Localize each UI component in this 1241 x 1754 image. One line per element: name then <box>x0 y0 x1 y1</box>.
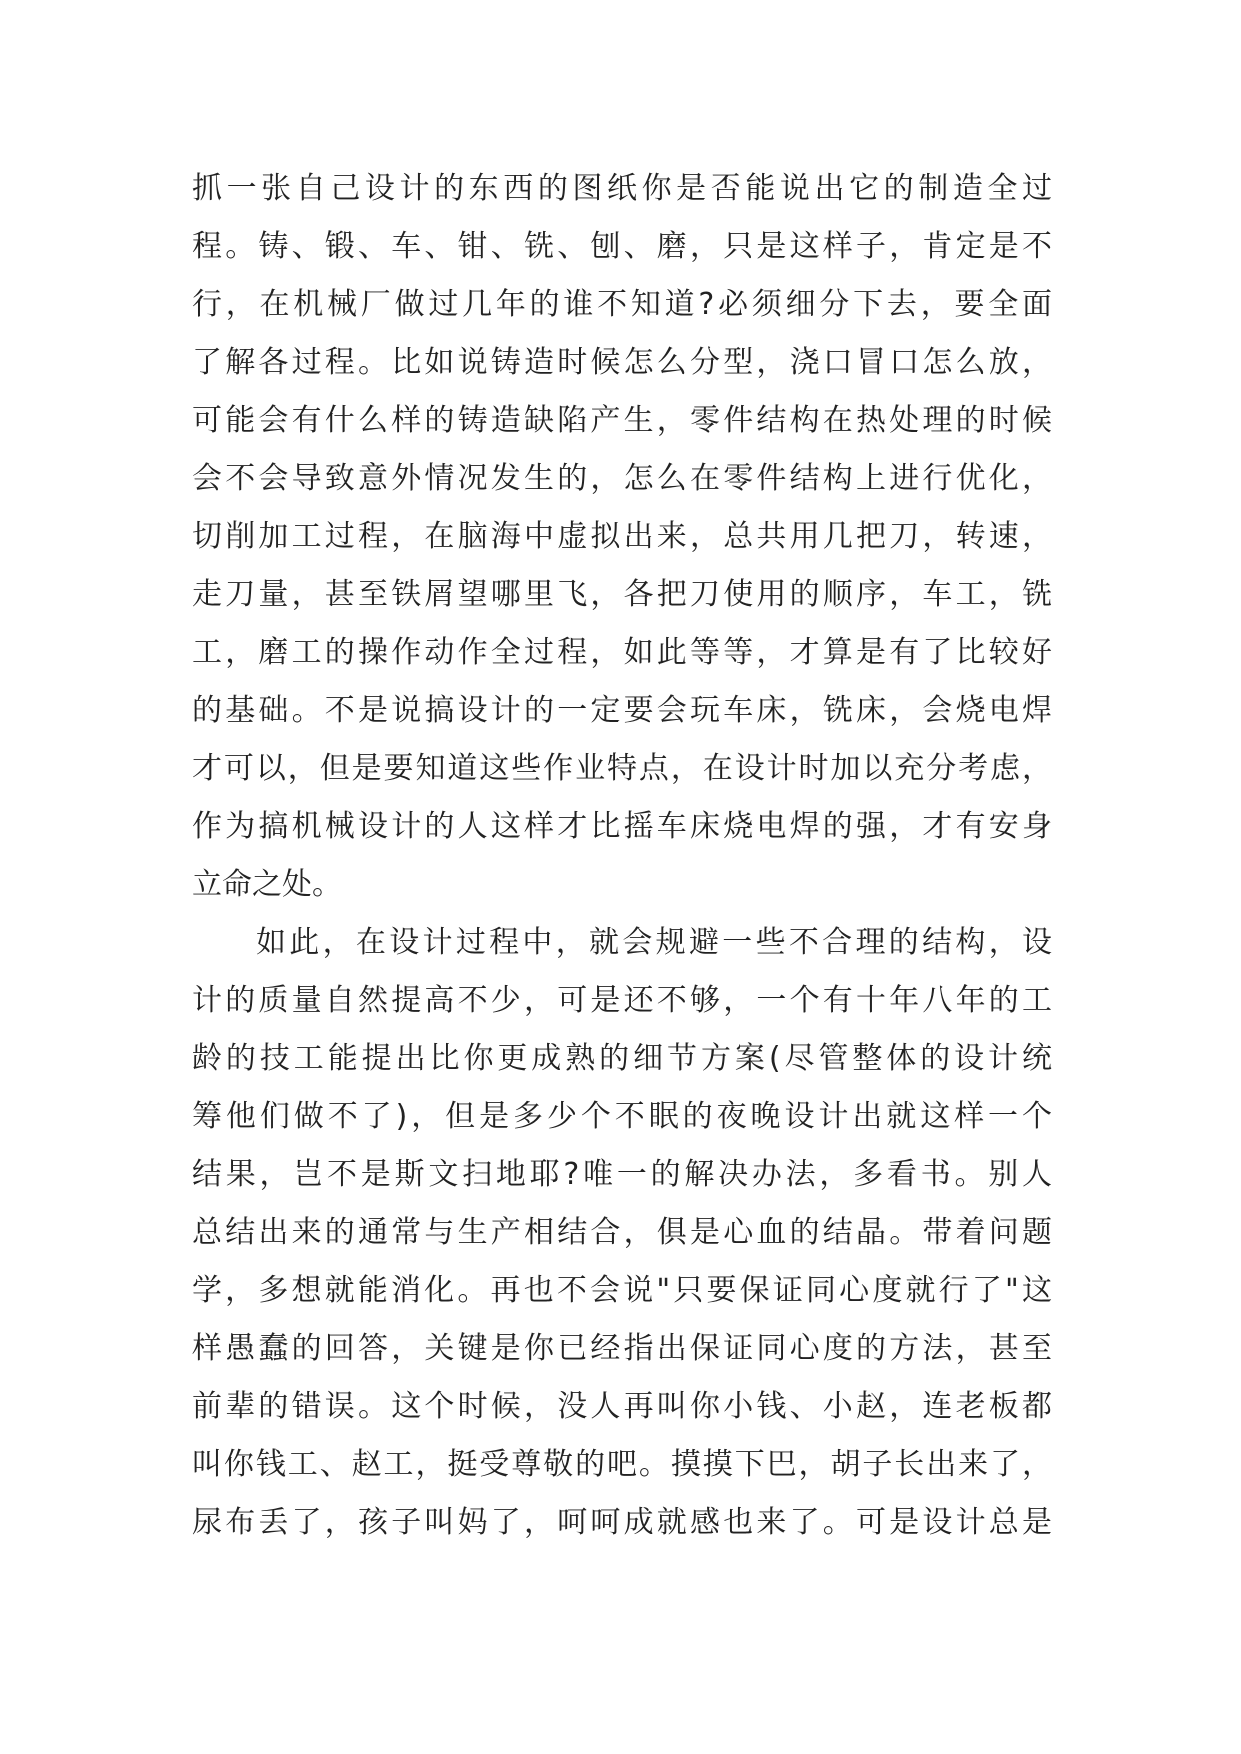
text-line: 学，多想就能消化。再也不会说"只要保证同心度就行了"这 <box>192 1273 1052 1308</box>
text-line: 行，在机械厂做过几年的谁不知道?必须细分下去，要全面 <box>192 287 1052 322</box>
text-line: 了解各过程。比如说铸造时候怎么分型，浇口冒口怎么放， <box>192 345 1052 380</box>
text-line: 结果，岂不是斯文扫地耶?唯一的解决办法，多看书。别人 <box>192 1157 1052 1192</box>
text-line: 走刀量，甚至铁屑望哪里飞，各把刀使用的顺序，车工，铣 <box>192 577 1052 612</box>
text-line: 龄的技工能提出比你更成熟的细节方案(尽管整体的设计统 <box>192 1041 1052 1076</box>
text-line: 程。铸、锻、车、钳、铣、刨、磨，只是这样子，肯定是不 <box>192 229 1052 264</box>
text-line: 前辈的错误。这个时候，没人再叫你小钱、小赵，连老板都 <box>192 1389 1052 1424</box>
text-line: 才可以，但是要知道这些作业特点，在设计时加以充分考虑， <box>192 751 1052 786</box>
text-line: 叫你钱工、赵工，挺受尊敬的吧。摸摸下巴，胡子长出来了， <box>192 1447 1052 1482</box>
text-line: 切削加工过程，在脑海中虚拟出来，总共用几把刀，转速， <box>192 519 1052 554</box>
text-line: 立命之处。 <box>192 867 342 902</box>
text-line: 计的质量自然提高不少，可是还不够，一个有十年八年的工 <box>192 983 1052 1018</box>
text-line: 的基础。不是说搞设计的一定要会玩车床，铣床，会烧电焊 <box>192 693 1052 728</box>
text-line: 工，磨工的操作动作全过程，如此等等，才算是有了比较好 <box>192 635 1052 670</box>
text-line: 抓一张自己设计的东西的图纸你是否能说出它的制造全过 <box>192 171 1052 206</box>
text-line: 会不会导致意外情况发生的，怎么在零件结构上进行优化， <box>192 461 1052 496</box>
text-line: 如此，在设计过程中，就会规避一些不合理的结构，设 <box>256 925 1052 960</box>
text-line: 总结出来的通常与生产相结合，俱是心血的结晶。带着问题 <box>192 1215 1052 1250</box>
text-line: 样愚蠢的回答，关键是你已经指出保证同心度的方法，甚至 <box>192 1331 1052 1366</box>
text-line: 可能会有什么样的铸造缺陷产生，零件结构在热处理的时候 <box>192 403 1052 438</box>
text-line: 尿布丢了，孩子叫妈了，呵呵成就感也来了。可是设计总是 <box>192 1505 1052 1540</box>
text-line: 筹他们做不了)，但是多少个不眠的夜晚设计出就这样一个 <box>192 1099 1052 1134</box>
text-line: 作为搞机械设计的人这样才比摇车床烧电焊的强，才有安身 <box>192 809 1052 844</box>
body-text <box>192 160 1052 1552</box>
